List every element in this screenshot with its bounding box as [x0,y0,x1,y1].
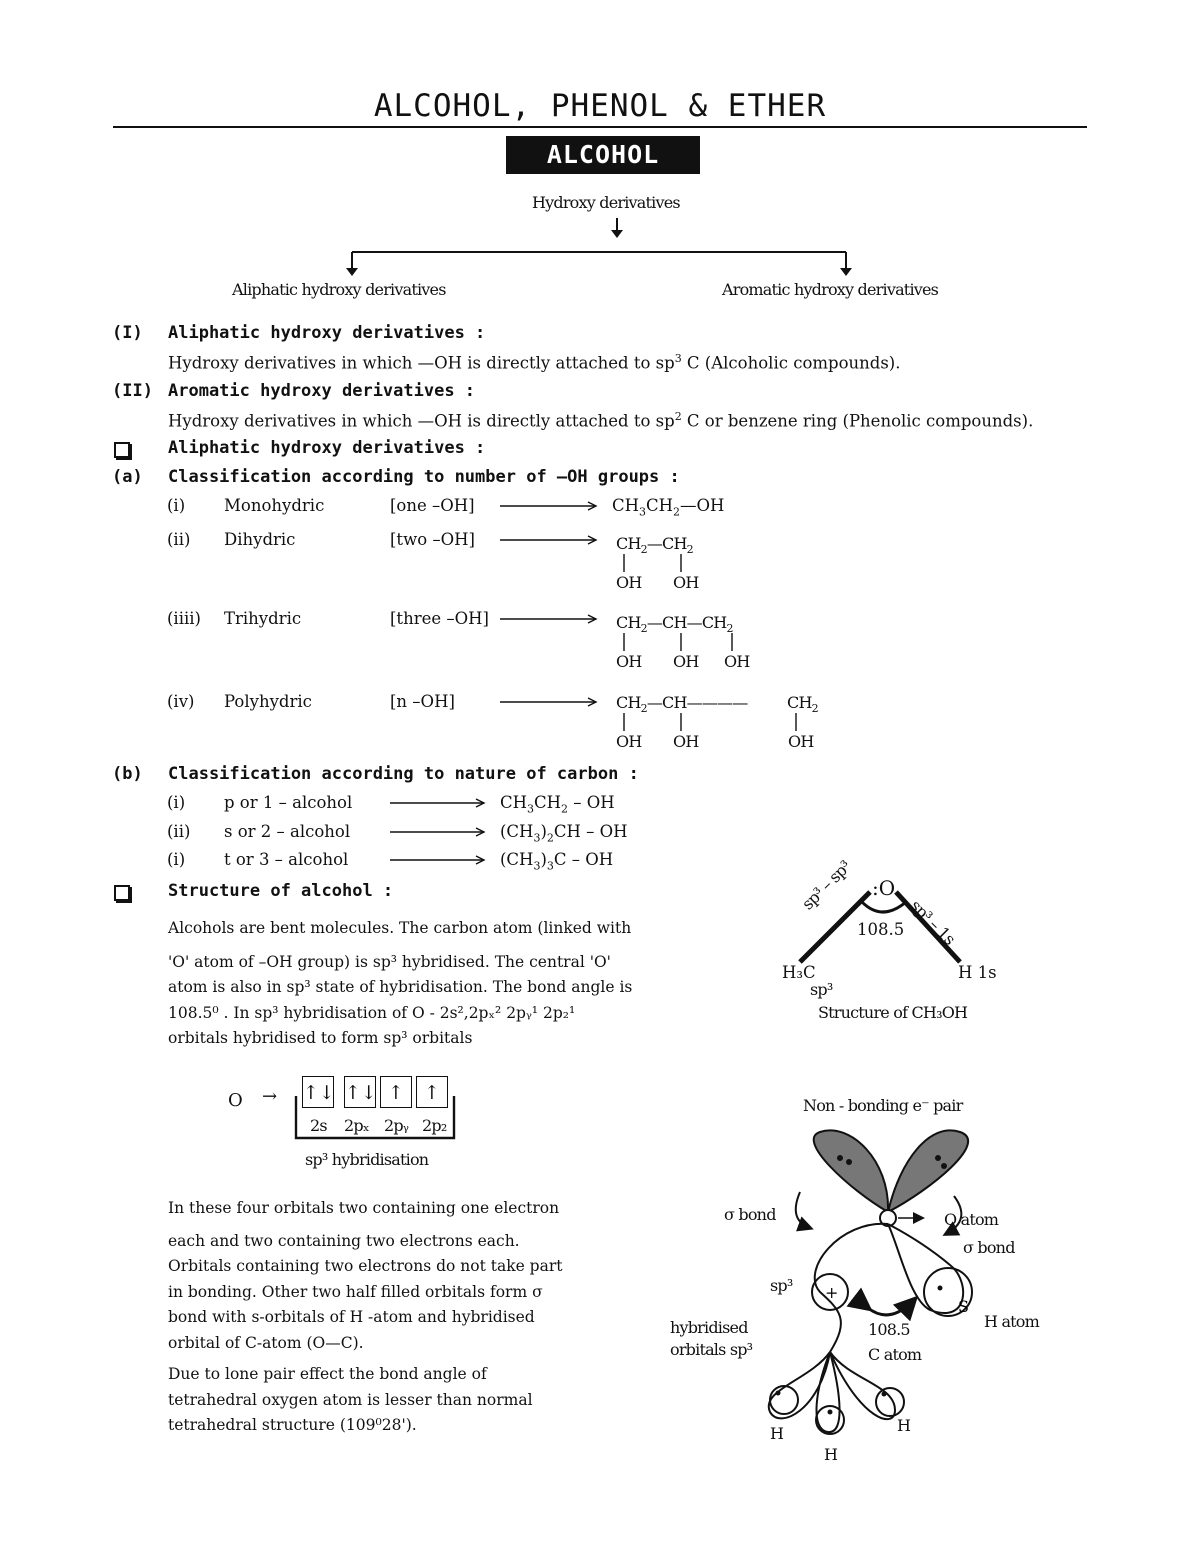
row-group: [n –OH] [390,692,455,711]
orbital-box-2py: ↑ [380,1076,412,1108]
orbital-atom: O [228,1090,243,1111]
c-atom-label: C atom [868,1345,922,1364]
di-bonds [616,550,816,576]
tri-formula: $CH_2—CH—CH_2$ [616,613,733,636]
section-ii-heading: Aromatic hydroxy derivatives : [168,381,476,401]
bent-left-bond: sp³ – sp³ [798,857,855,914]
row-formula: $(CH_3)_3C$ – OH [500,850,614,873]
di-formula: $CH_2—CH_2$ [616,534,693,557]
section-ii-desc: Hydroxy derivatives in which —OH is directly attached to $sp^2$ C or benzene ring (Phenolic compounds). [168,410,1034,431]
h-label-2: H [824,1445,838,1464]
class-a-arrows [498,498,602,708]
tree-arrows [340,218,860,280]
class-b-heading: Classification according to nature of carbon : [168,764,639,784]
poly-bonds [616,709,816,735]
tri-bonds [616,629,816,655]
orbital-caption: sp³ hybridisation [305,1150,429,1169]
class-a-num: (a) [112,467,143,487]
poly-formula-left: $CH_2—CH————$ [616,693,748,716]
row-idx: (iv) [167,692,195,711]
bent-caption: Structure of CH₃OH [818,1003,968,1022]
orbital-box-2pz: ↑ [416,1076,448,1108]
sp3-label: sp³ [770,1276,793,1295]
row-idx: (ii) [167,822,191,841]
row-name: Trihydric [224,609,302,628]
row-group: [one –OH] [390,496,475,515]
page-title: ALCOHOL, PHENOL & ETHER [373,88,827,124]
tree-right: Aromatic hydroxy derivatives [722,280,939,299]
row-formula: $CH_3CH_2$ – OH [500,793,615,816]
section-ii-num: (II) [112,381,153,401]
orbital-angle: 108.5 [868,1320,910,1339]
di-oh-1: OH [616,573,642,592]
section-badge: ALCOHOL [506,136,700,174]
row-group: [three –OH] [390,609,489,628]
class-b-num: (b) [112,764,143,784]
orbital-bracket [290,1092,460,1146]
tree-root: Hydroxy derivatives [532,193,680,212]
poly-oh-1: OH [616,732,642,751]
orbital-label-2px: 2pₓ [344,1116,369,1135]
bent-right-bond: sp³ – 1s [906,896,959,949]
hybridised-label: hybridised [670,1318,748,1337]
row-idx: (i) [167,850,186,869]
checkbox-bullet-icon [114,885,130,901]
tree-left: Aliphatic hydroxy derivatives [232,280,446,299]
orbital-picture-title: Non - bonding e⁻ pair [803,1096,963,1115]
structure-para-3: Due to lone pair effect the bond angle of tetrahedral oxygen atom is lesser than normal tetrahedral structure (109⁰28'). [168,1365,533,1434]
checkbox-bullet-icon [114,442,130,458]
tri-oh-3: OH [724,652,750,671]
di-oh-2: OH [673,573,699,592]
section-i-num: (I) [112,323,143,343]
class-b-arrows [388,795,490,870]
row-name: t or 3 – alcohol [224,850,349,869]
row-formula: $(CH_3)_2CH$ – OH [500,822,628,845]
row-idx: (iiii) [167,609,201,628]
structure-heading: Structure of alcohol : [168,881,394,901]
sp3-orbital-picture [700,1120,1080,1470]
sigma-bond-left: σ bond [724,1205,776,1224]
mono-formula: $CH_3CH_2—OH$ [612,496,725,519]
orbital-label-2s: 2s [310,1116,327,1135]
section-i-heading: Aliphatic hydroxy derivatives : [168,323,486,343]
section-i-desc: Hydroxy derivatives in which —OH is directly attached to $sp^3$ C (Alcoholic compounds). [168,352,901,373]
class-a-heading: Classification according to number of —OH groups : [168,467,680,487]
h-label-1: H [770,1424,784,1443]
row-idx: (i) [167,793,186,812]
row-name: s or 2 – alcohol [224,822,351,841]
sigma-bond-right: σ bond [963,1238,1015,1257]
orbital-label-2pz: 2p₂ [422,1116,447,1135]
orbital-label-2py: 2pᵧ [384,1116,409,1135]
orbital-box-2px: ↑↓ [344,1076,376,1108]
row-name: Dihydric [224,530,296,549]
tri-oh-1: OH [616,652,642,671]
row-idx: (ii) [167,530,191,549]
orbital-arrow: → [262,1086,278,1107]
row-group: [two –OH] [390,530,475,549]
structure-para-2: In these four orbitals two containing one electron each and two containing two electrons each. Orbitals containing two electrons do not take part in bonding. Other two half filled orbitals form σ bond with s-orbitals of H -atom and hybridised orbital of C-atom (O—C). [168,1199,563,1352]
svg-text:+: + [825,1283,839,1302]
bent-angle: 108.5 [857,920,905,939]
h-label-3: H [897,1416,911,1435]
svg-text:S: S [958,1297,969,1316]
aliphatic-heading: Aliphatic hydroxy derivatives : [168,438,486,458]
row-name: p or 1 – alcohol [224,793,353,812]
row-name: Monohydric [224,496,325,515]
structure-para-1: Alcohols are bent molecules. The carbon atom (linked with 'O' atom of –OH group) is sp³ hybridised. The central 'O' atom is also in sp³ state of hybridisation. The bond angle is 108.5⁰ . In sp³ hybridisation of O - 2s²,2pₓ² 2pᵧ¹ 2p₂¹ orbitals hybridised to form sp³ orbitals [168,919,633,1047]
poly-oh-2: OH [673,732,699,751]
row-name: Polyhydric [224,692,312,711]
bent-right-atom: H 1s [958,963,997,982]
bent-center: :O [872,876,896,900]
orbital-box-2s: ↑↓ [302,1076,334,1108]
bent-left-hyb: sp³ [810,980,833,999]
poly-formula-right: $CH_2$ [787,693,818,716]
tri-oh-2: OH [673,652,699,671]
o-atom-label: O atom [944,1210,999,1229]
bent-left-atom: H₃C [782,963,816,982]
title-rule [113,126,1087,128]
h-atom-label: H atom [984,1312,1040,1331]
row-idx: (i) [167,496,186,515]
poly-oh-3: OH [788,732,814,751]
orbitals-sp3-label: orbitals sp³ [670,1340,753,1359]
